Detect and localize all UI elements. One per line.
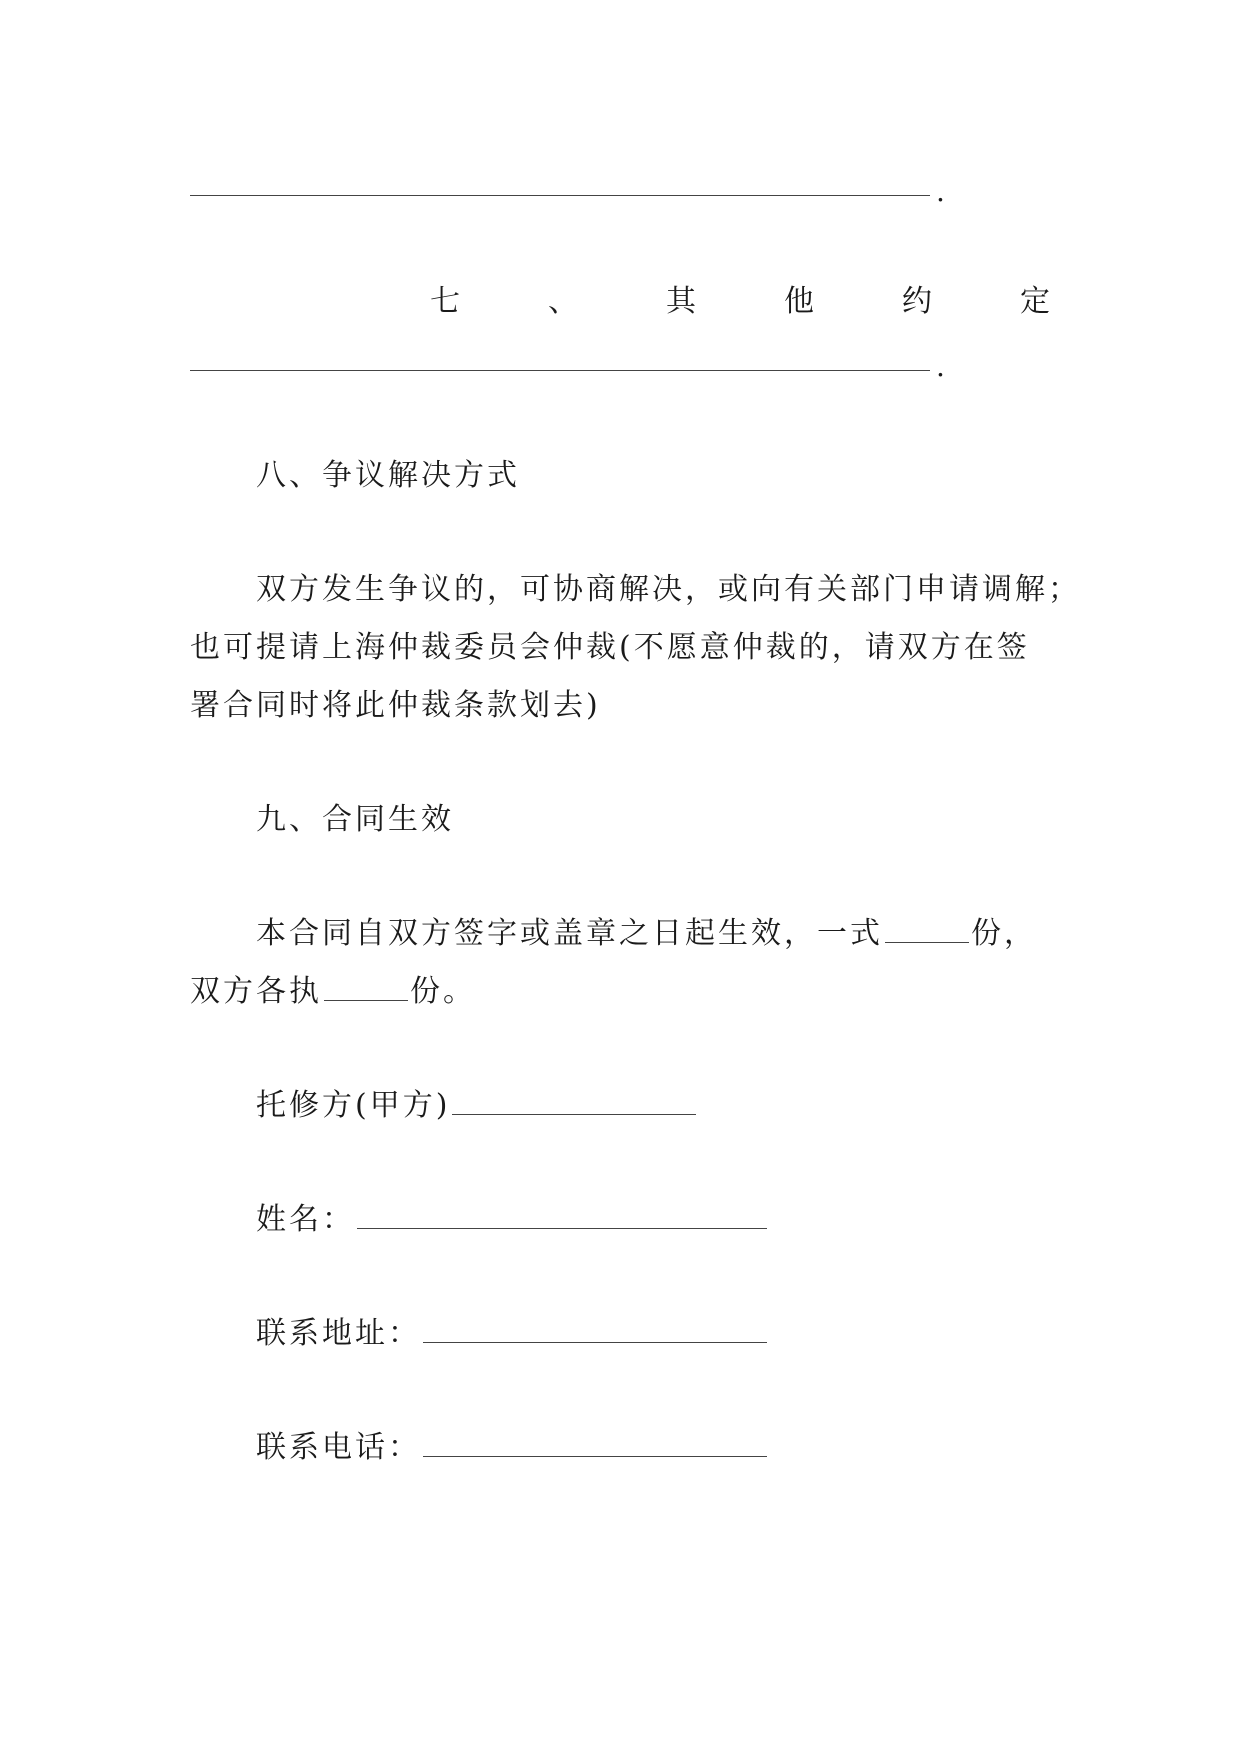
name-row [256,1200,769,1240]
section7-char: 七 [430,284,460,319]
section9-paragraph-line2 [190,972,476,1012]
fill-line-top [190,195,930,196]
name-blank[interactable] [357,1202,767,1229]
section7-char: 、 [548,284,578,319]
copies-total-blank[interactable] [885,916,969,943]
section8-paragraph-line3: 署合同时将此仲裁条款划去) [190,688,601,723]
party-a-label: 托修方(甲方) [256,1088,451,1123]
period-mid: . [936,350,945,383]
section9-line2-suffix: 份。 [410,974,476,1009]
section9-line2-text: 双方各执 [190,974,322,1009]
section8-paragraph-line1: 双方发生争议的，可协商解决，或向有关部门申请调解； [256,572,1081,607]
section7-char: 定 [1020,284,1050,319]
section9-heading: 九、合同生效 [256,802,454,837]
phone-row [256,1428,769,1468]
party-a-row [256,1086,698,1126]
section7-char: 约 [902,284,932,319]
section7-heading [430,282,1050,322]
section8-heading: 八、争议解决方式 [256,458,520,493]
name-label: 姓名： [256,1202,355,1237]
period-top: . [936,175,945,208]
section8-paragraph-line2: 也可提请上海仲裁委员会仲裁(不愿意仲裁的，请双方在签 [190,630,1030,665]
copies-each-blank[interactable] [324,974,408,1001]
section7-char: 他 [784,284,814,319]
address-blank[interactable] [423,1316,767,1343]
address-row [256,1314,769,1354]
section7-char: 其 [666,284,696,319]
section9-paragraph-line1 [256,914,1037,954]
address-label: 联系地址： [256,1316,421,1351]
phone-blank[interactable] [423,1430,767,1457]
section9-line1-text: 本合同自双方签字或盖章之日起生效，一式 [256,916,883,951]
party-a-blank[interactable] [452,1088,696,1115]
fill-line-section7 [190,370,930,371]
section9-line1-suffix: 份， [971,916,1037,951]
phone-label: 联系电话： [256,1430,421,1465]
